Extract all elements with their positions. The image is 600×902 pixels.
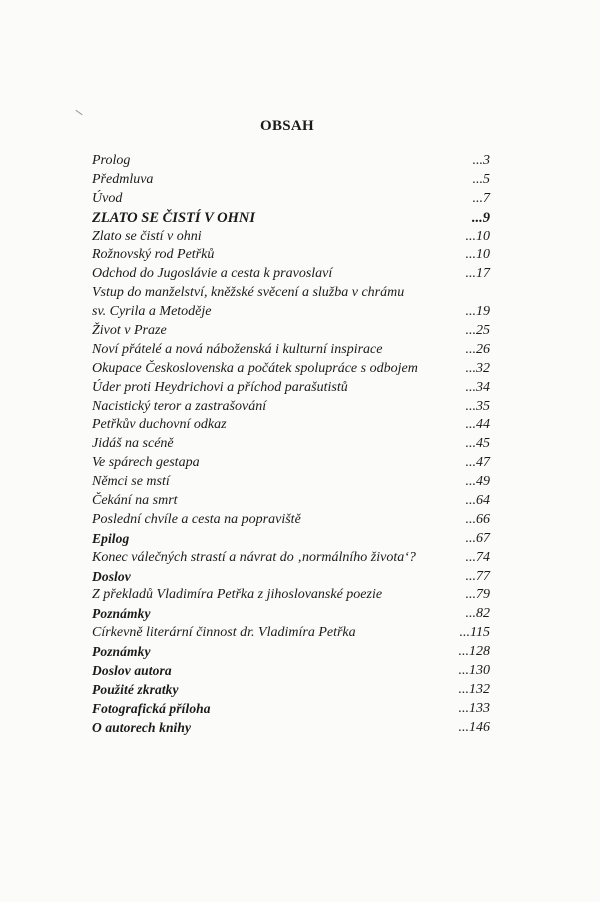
toc-entry-page: ...10 xyxy=(465,228,490,244)
toc-entry xyxy=(92,190,490,209)
toc-entry-page: ...47 xyxy=(465,455,490,471)
toc-entry-label: Poznámky xyxy=(92,606,151,622)
toc-entry-page: ...26 xyxy=(465,341,490,357)
toc-entry-label: Úvod xyxy=(92,190,123,206)
toc-entry-page: ...128 xyxy=(458,644,490,660)
toc-entry-page: ...82 xyxy=(465,606,490,622)
toc-entry xyxy=(92,511,490,530)
toc-entry xyxy=(92,700,490,719)
toc-entry-page: ...17 xyxy=(465,266,490,282)
toc-entry-label: Nacistický teror a zastrašování xyxy=(92,398,267,414)
toc-entry-page: ...10 xyxy=(465,247,490,263)
toc-entry xyxy=(92,341,490,360)
toc-entry xyxy=(92,435,490,454)
toc-entry xyxy=(92,209,490,228)
toc-entry-page: ...45 xyxy=(465,436,490,452)
toc-entry-page: ...133 xyxy=(458,700,490,716)
toc-entry-page: ...34 xyxy=(465,379,490,395)
toc-entry-page: ...32 xyxy=(465,360,490,376)
toc-entry xyxy=(92,643,490,662)
toc-entry-label: Jidáš na scéně xyxy=(92,436,174,452)
toc-entry-page: ...19 xyxy=(465,304,490,320)
toc-entry xyxy=(92,586,490,605)
toc-entry-page: ...132 xyxy=(458,681,490,697)
toc-entry xyxy=(92,473,490,492)
toc-entry xyxy=(92,549,490,568)
toc-entry xyxy=(92,719,490,738)
toc-entry-label: Fotografická příloha xyxy=(92,700,211,716)
toc-entry-label: Použité zkratky xyxy=(92,681,179,697)
toc-entry-page: ...79 xyxy=(465,587,490,603)
toc-entry-page: ...3 xyxy=(472,153,490,168)
toc-entry xyxy=(92,681,490,700)
toc-entry-label: Okupace Československa a počátek spolupráce s odbojem xyxy=(92,360,418,376)
toc-entry xyxy=(92,379,490,398)
toc-entry-page: ...35 xyxy=(465,398,490,414)
toc-entry xyxy=(92,322,490,341)
page-title: OBSAH xyxy=(259,118,314,134)
toc-entry-page: ...9 xyxy=(471,209,490,226)
toc-entry-label: ZLATO SE ČISTÍ V OHNI xyxy=(92,209,256,226)
toc-entry-label: Němci se mstí xyxy=(92,474,170,490)
toc-entry xyxy=(92,530,490,549)
toc-entry-label: Vstup do manželství, kněžské svěcení a služba v chrámu xyxy=(92,285,405,301)
table-of-contents xyxy=(92,152,490,738)
toc-entry-page: ...5 xyxy=(472,171,490,187)
toc-entry-page: ...25 xyxy=(465,323,490,339)
toc-entry-page: ...44 xyxy=(465,417,490,433)
toc-entry xyxy=(92,246,490,265)
toc-entry-label: O autorech knihy xyxy=(92,719,192,735)
toc-entry xyxy=(92,152,490,171)
toc-entry xyxy=(92,265,490,284)
toc-entry-label: Rožnovský rod Petřků xyxy=(92,247,215,263)
toc-entry xyxy=(92,624,490,643)
toc-entry-label: Předmluva xyxy=(92,171,154,187)
toc-entry-label: Čekání na smrt xyxy=(92,493,178,509)
toc-entry-label: Poslední chvíle a cesta na popraviště xyxy=(92,511,301,527)
toc-entry-label: Noví přátelé a nová náboženská i kulturní inspirace xyxy=(92,341,383,357)
toc-entry-label: Doslov autora xyxy=(92,663,172,679)
toc-entry-label: Epilog xyxy=(92,530,130,546)
toc-entry xyxy=(92,454,490,473)
toc-entry xyxy=(92,303,490,322)
toc-entry-label: sv. Cyrila a Metoděje xyxy=(92,304,212,320)
toc-entry-label: Doslov xyxy=(92,568,131,584)
toc-entry-label: Úder proti Heydrichovi a příchod parašutistů xyxy=(92,379,348,395)
toc-entry-label: Petřkův duchovní odkaz xyxy=(92,417,227,433)
toc-entry xyxy=(92,662,490,681)
toc-entry-page: ...74 xyxy=(465,549,490,565)
toc-entry-page: ...67 xyxy=(465,530,490,546)
toc-entry-page: ...49 xyxy=(465,474,490,490)
toc-entry-label: Život v Praze xyxy=(92,323,167,339)
toc-entry-label: Poznámky xyxy=(92,644,151,660)
toc-entry xyxy=(92,416,490,435)
scan-mark xyxy=(75,110,82,115)
toc-entry-label: Z překladů Vladimíra Petřka z jihoslovanské poezie xyxy=(92,587,383,603)
toc-entry-page: ...64 xyxy=(465,493,490,509)
toc-entry-page: ...7 xyxy=(472,190,490,206)
toc-entry xyxy=(92,171,490,190)
toc-entry-label: Odchod do Jugoslávie a cesta k pravoslaví xyxy=(92,266,333,282)
toc-entry-page: ...77 xyxy=(465,568,490,584)
toc-entry xyxy=(92,492,490,511)
toc-entry-label: Zlato se čistí v ohni xyxy=(92,228,202,244)
toc-entry xyxy=(92,284,490,303)
toc-entry-page: ...146 xyxy=(458,719,490,735)
toc-entry-label: Ve spárech gestapa xyxy=(92,455,200,471)
toc-entry xyxy=(92,228,490,247)
toc-entry-page: ...66 xyxy=(465,511,490,527)
toc-entry-label: Konec válečných strastí a návrat do ‚normálního života‘? xyxy=(92,549,416,565)
toc-entry-label: Prolog xyxy=(92,153,131,168)
toc-entry xyxy=(92,360,490,379)
toc-entry xyxy=(92,605,490,624)
toc-entry-page: ...130 xyxy=(458,663,490,679)
toc-entry xyxy=(92,568,490,587)
toc-entry xyxy=(92,398,490,417)
toc-entry-page: ...115 xyxy=(459,625,490,641)
toc-entry-label: Církevně literární činnost dr. Vladimíra Petřka xyxy=(92,625,356,641)
